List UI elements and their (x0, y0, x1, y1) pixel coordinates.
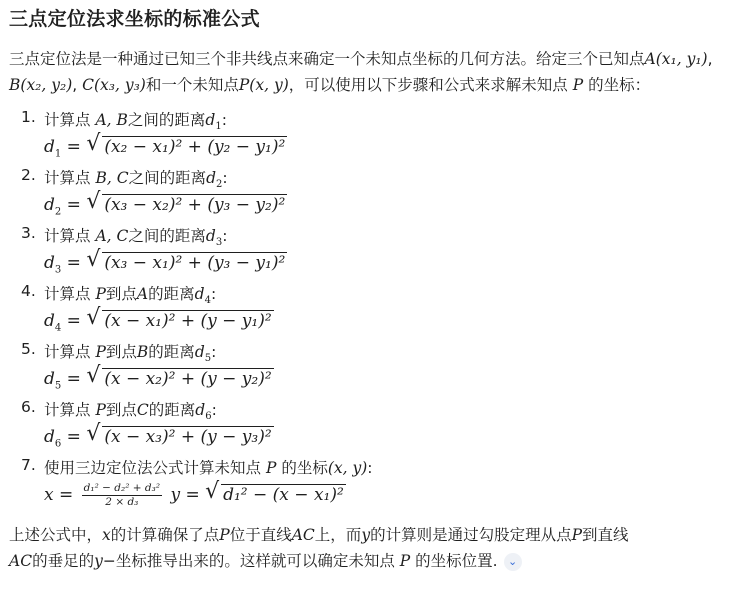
distance-formula (44, 422, 723, 452)
colon: : (211, 401, 217, 419)
point-c: C(x₃, y₃) (82, 76, 146, 94)
step-number: 6. (21, 398, 36, 416)
distance-formula (44, 364, 723, 394)
step-text: 的距离 (148, 285, 195, 303)
math-var: x (102, 526, 111, 544)
sqrt-content: (x − x₁)² + (y − y₁)² (104, 311, 272, 331)
formula-lhs-sub: 4 (54, 322, 62, 334)
equals: = (61, 369, 87, 389)
sqrt-content: (x − x₂)² + (y − y₂)² (104, 369, 272, 389)
sqrt-content: d₁² − (x − x₁)² (223, 485, 344, 505)
sqrt-content: (x₃ − x₁)² + (y₃ − y₁)² (104, 253, 286, 273)
intro-text: 和一个未知点 (145, 76, 239, 94)
math-sub: 5 (204, 353, 212, 365)
equals: = (53, 485, 79, 505)
colon: : (211, 343, 217, 361)
outro-text: 位于直线 (229, 526, 292, 544)
math-sub: 4 (204, 295, 211, 307)
step-title (44, 224, 723, 248)
math-point: P (95, 343, 106, 361)
step-title (44, 398, 723, 422)
math-var: d (194, 343, 205, 361)
step-text: 计算点 (44, 169, 91, 187)
math-point: A (136, 285, 149, 303)
step-title (44, 340, 723, 364)
step-number: 5. (21, 340, 36, 358)
equals: = (61, 311, 87, 331)
equals: = (61, 427, 87, 447)
intro-text: 三点定位法是一种通过已知三个非共线点来确定一个未知点坐标的几何方法。给定三个已知点 (9, 50, 645, 68)
step-title (44, 166, 723, 190)
step-item (9, 398, 723, 452)
step-number: 1. (21, 108, 36, 126)
math-point: P (219, 526, 230, 544)
step-number: 3. (21, 224, 36, 242)
formula-lhs: d (44, 369, 55, 389)
colon: : (221, 111, 227, 129)
equals: = (61, 253, 87, 273)
formula-lhs: d (44, 427, 55, 447)
formula-lhs-sub: 1 (54, 148, 62, 160)
outro-text: 上述公式中， (9, 526, 103, 544)
math-sub: 3 (215, 237, 223, 249)
page-title: 三点定位法求坐标的标准公式 (9, 8, 260, 30)
fraction (82, 482, 162, 509)
math-point: P (95, 401, 106, 419)
equals: = (61, 137, 87, 157)
math-var: y (361, 526, 371, 544)
intro-text: 的坐标： (588, 76, 651, 94)
math-point: P (399, 552, 411, 570)
step-number: 2. (21, 166, 36, 184)
point-a: A(x₁, y₁) (644, 50, 708, 68)
step-title (44, 282, 723, 306)
math-points: B, C (95, 169, 129, 187)
step-text: 使用三边定位法公式计算未知点 (44, 459, 262, 477)
math-var: d (206, 169, 217, 187)
point-p-label: P (572, 76, 584, 94)
sqrt (86, 422, 273, 452)
step-text: 的距离 (148, 343, 195, 361)
outro-paragraph (9, 522, 723, 574)
distance-formula (44, 190, 723, 220)
sqrt (86, 190, 287, 220)
equals: = (61, 195, 87, 215)
math-point: P (265, 459, 277, 477)
step-title (44, 456, 723, 480)
steps-list (9, 108, 723, 510)
step-number: 7. (21, 456, 36, 474)
step-item (9, 456, 723, 510)
point-p: P(x, y) (238, 76, 289, 94)
denominator: 2 × d₃ (105, 496, 139, 508)
sqrt-content: (x − x₃)² + (y − y₃)² (104, 427, 272, 447)
math-coord: (x, y) (327, 459, 368, 477)
formula-lhs: d (44, 137, 55, 157)
math-var: d (205, 111, 216, 129)
formula-lhs: d (44, 253, 55, 273)
outro-text: 的计算则是通过勾股定理从点 (370, 526, 572, 544)
step-text: 的距离 (148, 401, 196, 419)
math-sub: 6 (205, 411, 212, 423)
distance-formula (44, 248, 723, 278)
colon: : (222, 169, 228, 187)
step-text: 计算点 (44, 111, 91, 129)
math-sub: 2 (216, 179, 223, 191)
formula-lhs-sub: 6 (54, 438, 62, 450)
intro-paragraph (9, 46, 723, 98)
step-title (44, 108, 723, 132)
formula-lhs-sub: 2 (54, 206, 62, 218)
math-point: P (95, 285, 106, 303)
step-text: 之间的距离 (128, 169, 207, 187)
sqrt (86, 306, 273, 336)
outro-text: 到直线 (582, 526, 629, 544)
outro-text: −坐标推导出来的。这样就可以确定未知点 (102, 552, 395, 570)
sqrt-content: (x₃ − x₂)² + (y₃ − y₂)² (104, 195, 286, 215)
formula-lhs: x (44, 485, 54, 505)
numerator: d₁² − d₂² + d₃² (83, 482, 161, 494)
math-points: A, B (95, 111, 128, 129)
intro-text: ，可以使用以下步骤和公式来求解未知点 (288, 76, 568, 94)
sqrt (205, 480, 346, 510)
step-text: 到点 (105, 343, 137, 361)
step-number: 4. (21, 282, 36, 300)
sqrt (86, 248, 287, 278)
outro-text: 上，而 (314, 526, 362, 544)
math-line: AC (9, 552, 33, 570)
formula-lhs: d (44, 311, 55, 331)
step-item (9, 340, 723, 394)
math-point: P (571, 526, 583, 544)
point-b: B(x₂, y₂) (9, 76, 73, 94)
separator: , (72, 76, 83, 94)
distance-formula (44, 132, 723, 162)
formula-lhs: d (44, 195, 55, 215)
formula-lhs: y (170, 485, 181, 505)
colon: : (222, 227, 228, 245)
distance-formula (44, 306, 723, 336)
math-var: d (205, 227, 216, 245)
math-var: d (195, 401, 206, 419)
step-text: 计算点 (44, 285, 91, 303)
answer-content (9, 6, 723, 574)
step-text: 计算点 (44, 227, 91, 245)
step-item (9, 108, 723, 162)
math-point: C (136, 401, 149, 419)
colon: : (367, 459, 373, 477)
outro-text: 的计算确保了点 (110, 526, 220, 544)
formula-lhs-sub: 5 (54, 380, 62, 392)
step-item (9, 224, 723, 278)
sqrt-content: (x₂ − x₁)² + (y₂ − y₁)² (104, 137, 286, 157)
outro-text: 的垂足的 (32, 552, 95, 570)
step-text: 之间的距离 (128, 227, 206, 245)
equals: = (180, 485, 206, 505)
colon: : (210, 285, 217, 303)
step-text: 的坐标 (281, 459, 328, 477)
step-item (9, 282, 723, 336)
math-var: d (194, 285, 205, 303)
step-text: 到点 (105, 285, 137, 303)
formula-lhs-sub: 3 (54, 264, 62, 276)
separator: , (707, 50, 713, 68)
math-var: y (94, 552, 103, 570)
math-points: A, C (95, 227, 129, 245)
trilateration-formula (44, 480, 723, 510)
math-line: AC (291, 526, 315, 544)
math-point: B (136, 343, 149, 361)
outro-text: 的坐标位置. (415, 552, 498, 570)
math-sub: 1 (215, 121, 222, 133)
chevron-down-icon[interactable]: ⌄ (504, 553, 522, 571)
step-item (9, 166, 723, 220)
sqrt (86, 364, 273, 394)
step-text: 计算点 (44, 401, 91, 419)
step-text: 计算点 (44, 343, 91, 361)
step-text: 到点 (105, 401, 137, 419)
step-text: 之间的距离 (127, 111, 206, 129)
sqrt (86, 132, 287, 162)
